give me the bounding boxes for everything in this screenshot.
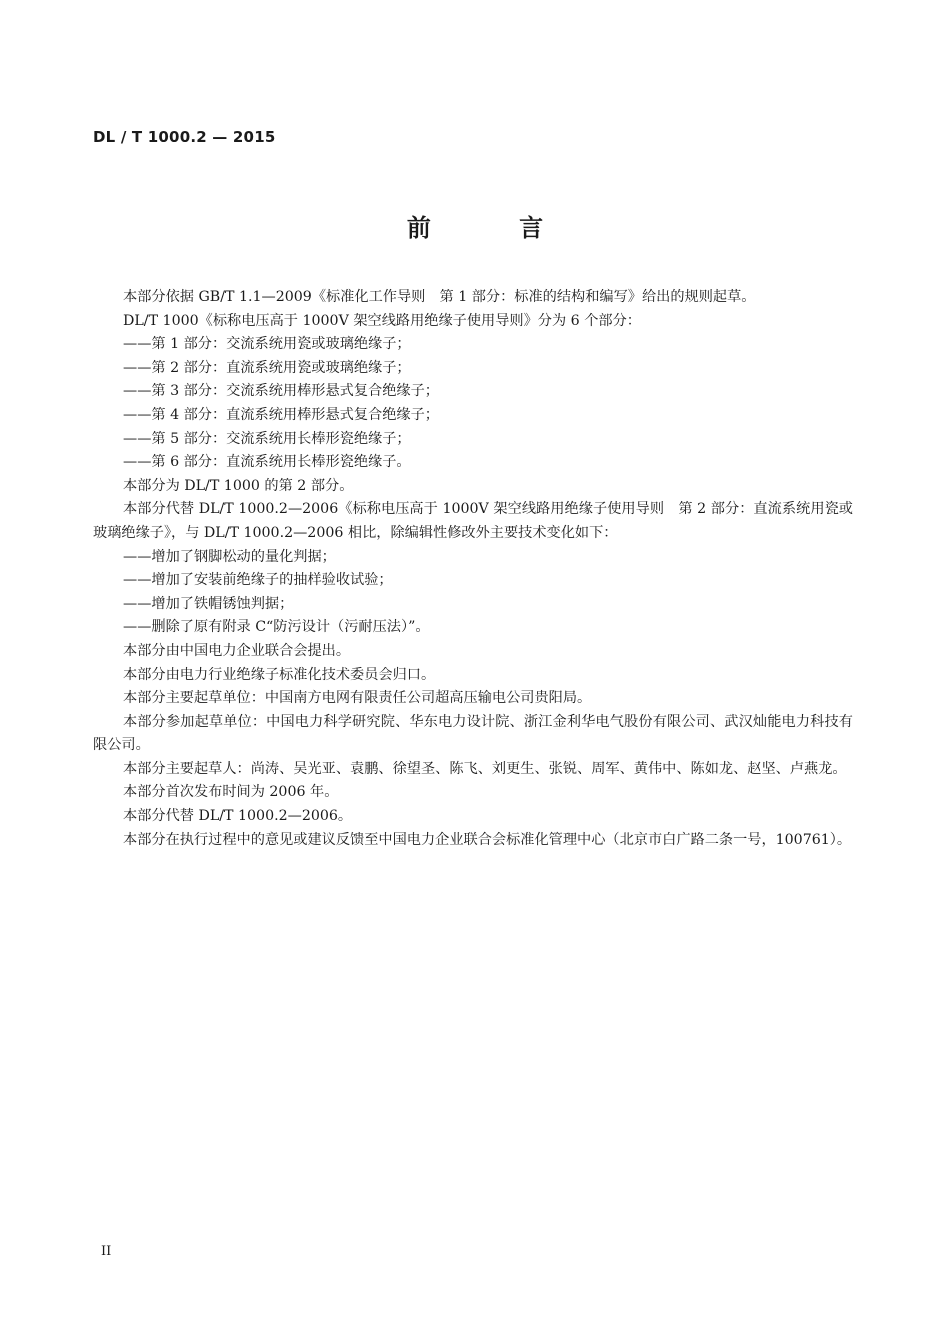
paragraph: 本部分由电力行业绝缘子标准化技术委员会归口。 <box>123 666 436 683</box>
foreword-body <box>93 286 853 852</box>
list-item: ——第 2 部分：直流系统用瓷或玻璃绝缘子； <box>123 359 411 376</box>
paragraph: 本部分为 DL/T 1000 的第 2 部分。 <box>123 477 354 494</box>
list-item: ——第 1 部分：交流系统用瓷或玻璃绝缘子； <box>123 336 411 353</box>
paragraph: 本部分依据 GB/T 1.1—2009《标准化工作导则 第 1 部分：标准的结构和编写》给出的规则起草。 <box>123 289 756 305</box>
list-item: ——第 6 部分：直流系统用长棒形瓷绝缘子。 <box>123 454 411 471</box>
list-item: ——增加了安装前绝缘子的抽样验收试验； <box>123 572 393 589</box>
paragraph: 本部分代替 DL/T 1000.2—2006《标称电压高于 1000V 架空线路用绝缘子使用导则 第 2 部分：直流系统用瓷或玻璃绝缘子》，与 DL/T 1000.2—2006 相比，除编辑性修改外主要技术变化如下： <box>93 501 853 541</box>
document-code: DL / T 1000.2 — 2015 <box>93 128 276 146</box>
list-item: ——第 5 部分：交流系统用长棒形瓷绝缘子； <box>123 430 411 447</box>
paragraph: 本部分参加起草单位：中国电力科学研究院、华东电力设计院、浙江金利华电气股份有限公司、武汉灿能电力科技有限公司。 <box>93 713 853 754</box>
paragraph: 本部分首次发布时间为 2006 年。 <box>123 784 339 801</box>
paragraph: 本部分在执行过程中的意见或建议反馈至中国电力企业联合会标准化管理中心（北京市白广路二条一号，100761）。 <box>123 831 852 848</box>
paragraph: 本部分由中国电力企业联合会提出。 <box>123 642 351 659</box>
list-item: ——删除了原有附录 C“防污设计（污耐压法）”。 <box>123 619 430 636</box>
page-number: II <box>101 1244 112 1259</box>
list-item: ——增加了钢脚松动的量化判据； <box>123 548 336 565</box>
list-item: ——第 4 部分：直流系统用棒形悬式复合绝缘子； <box>123 406 439 423</box>
paragraph: DL/T 1000《标称电压高于 1000V 架空线路用绝缘子使用导则》分为 6 个部分： <box>123 312 641 329</box>
paragraph: 本部分主要起草人：尚涛、吴光亚、袁鹏、徐望圣、陈飞、刘更生、张锐、周军、黄伟中、陈如龙、赵坚、卢燕龙。 <box>123 760 847 777</box>
paragraph: 本部分代替 DL/T 1000.2—2006。 <box>123 808 353 825</box>
paragraph: 本部分主要起草单位：中国南方电网有限责任公司超高压输电公司贵阳局。 <box>123 690 592 707</box>
list-item: ——增加了铁帽锈蚀判据； <box>123 595 294 612</box>
section-title: 前 言 <box>406 214 584 242</box>
list-item: ——第 3 部分：交流系统用棒形悬式复合绝缘子； <box>123 383 439 400</box>
